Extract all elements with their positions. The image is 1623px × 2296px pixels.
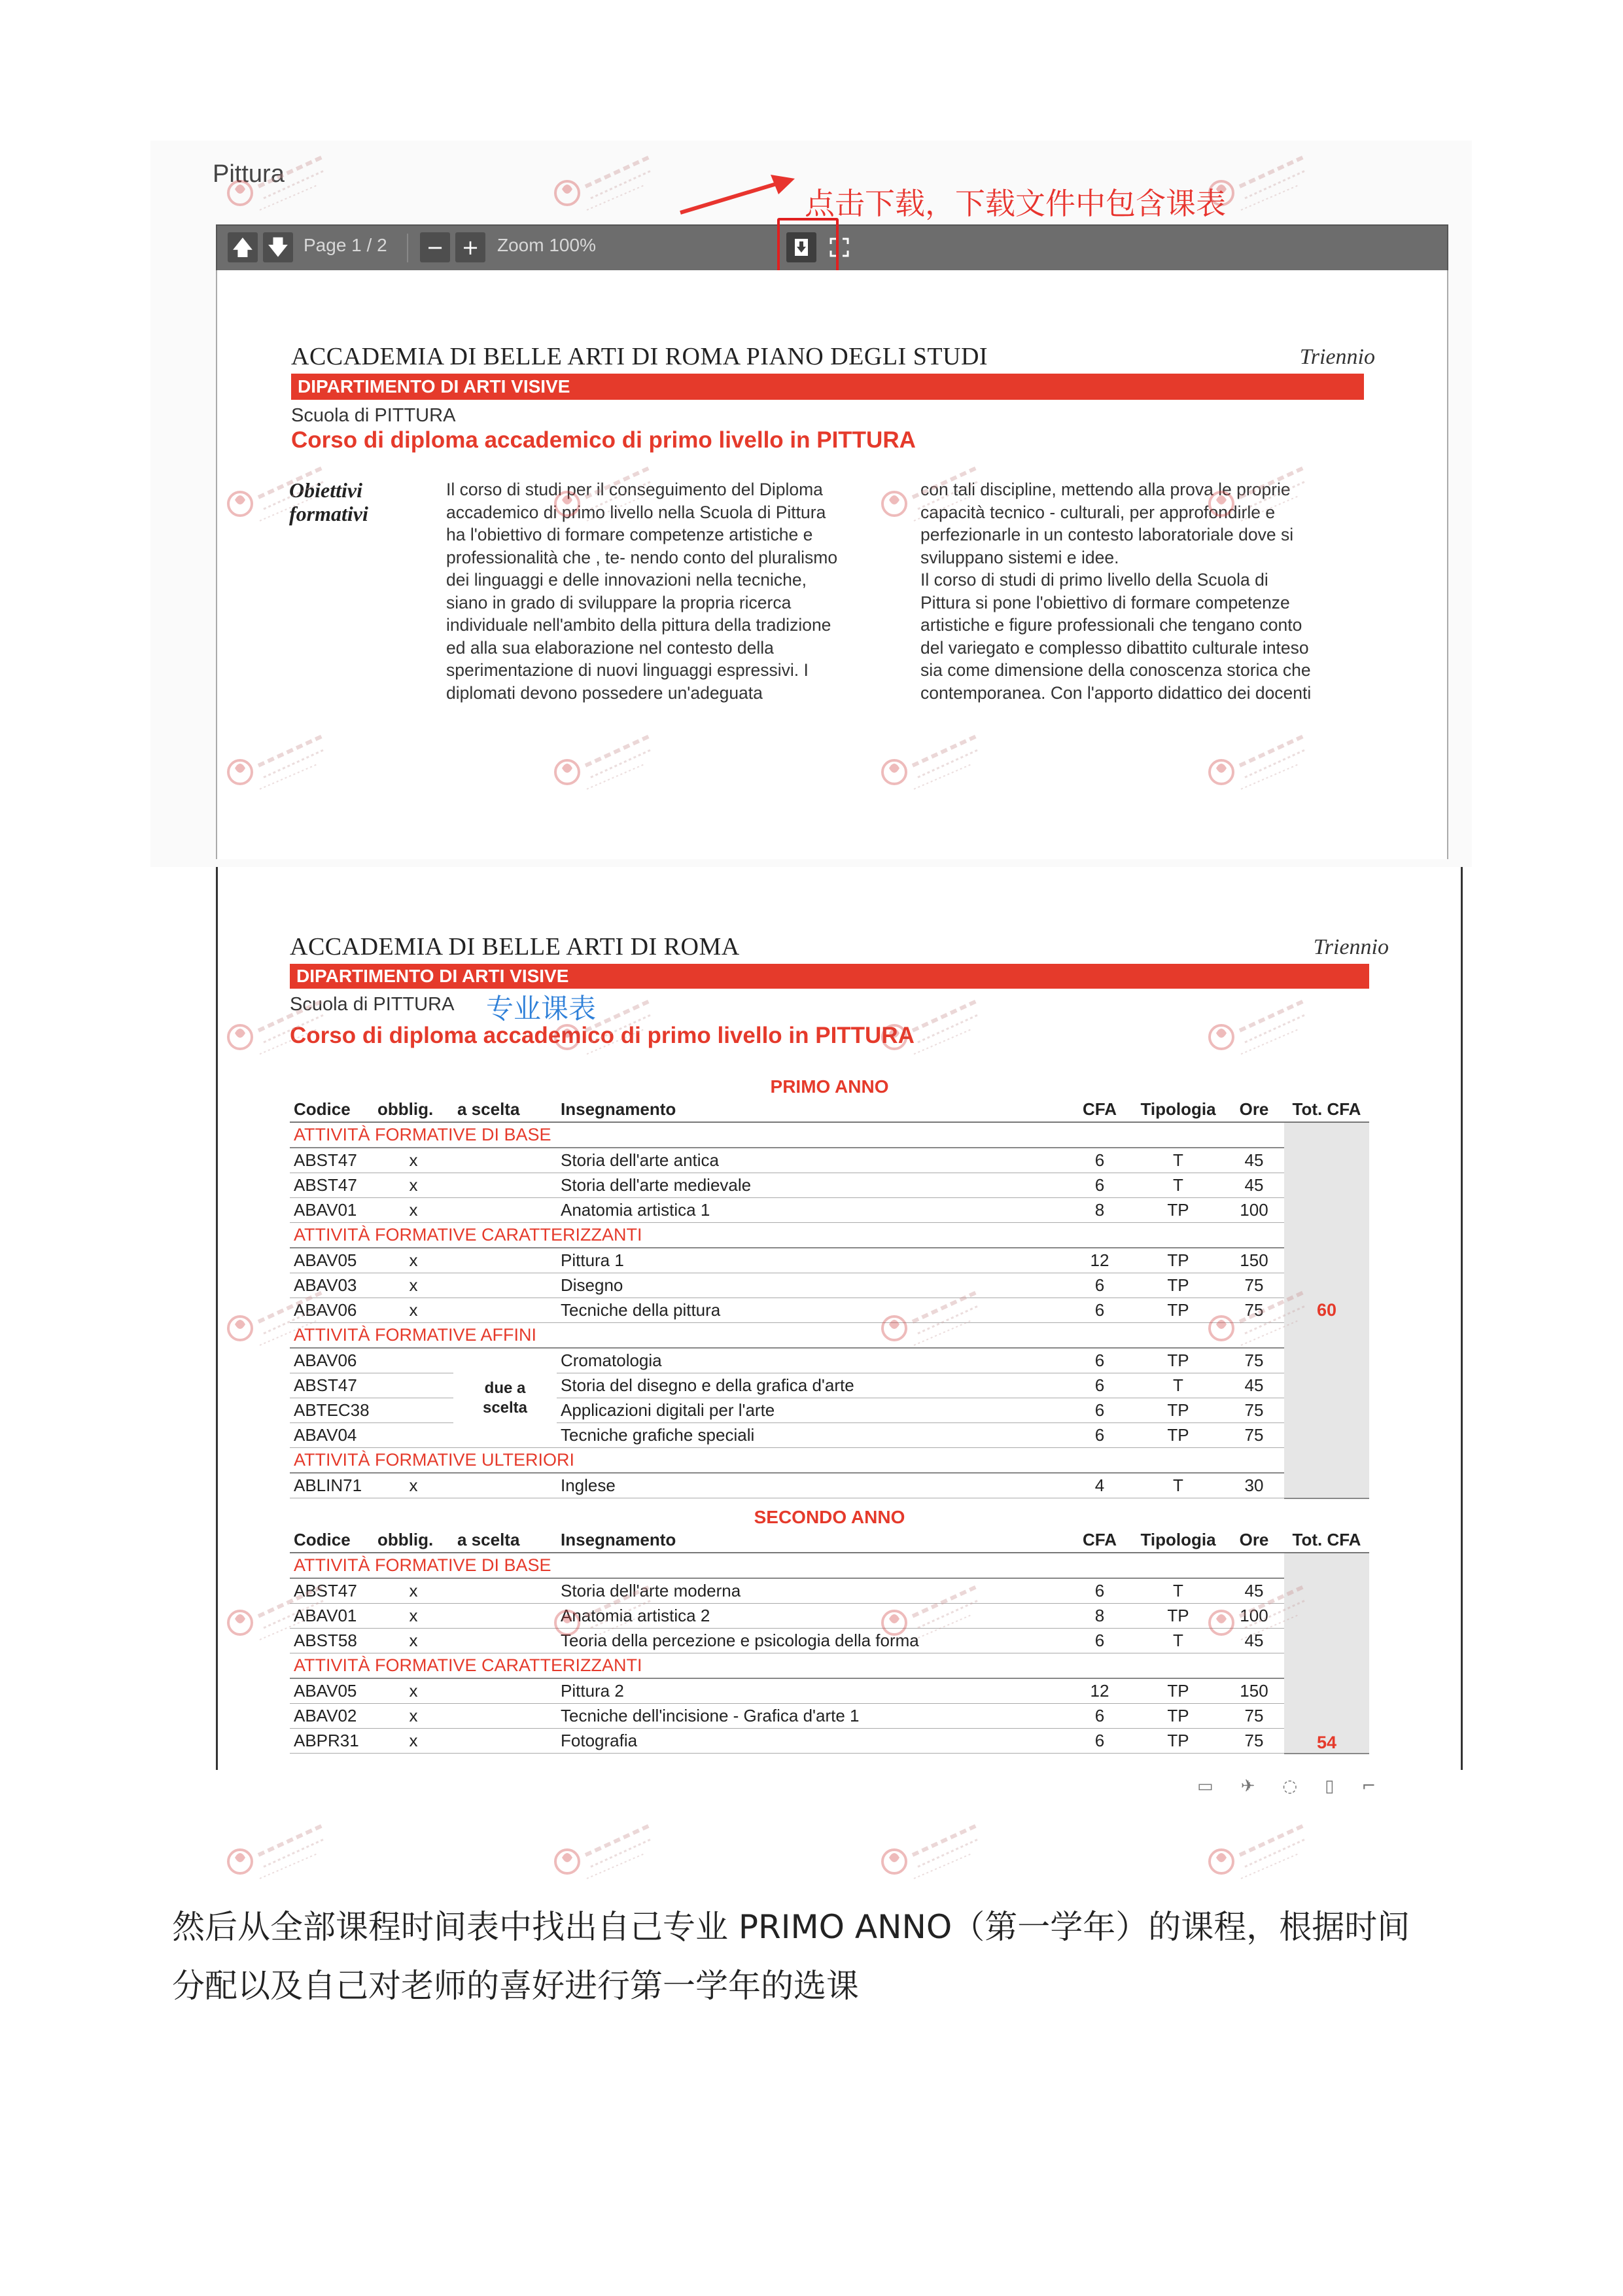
category-row <box>290 1448 1369 1474</box>
course-code: ABAV06 <box>290 1298 374 1323</box>
course-row <box>290 1704 1369 1729</box>
school-watermark-icon <box>1207 1816 1318 1888</box>
course-type: T <box>1132 1473 1224 1498</box>
course-name: Applicazioni digitali per l'arte <box>557 1398 1067 1423</box>
course-name: Cromatologia <box>557 1348 1067 1373</box>
category-row <box>290 1323 1369 1349</box>
category-label: ATTIVITÀ FORMATIVE ULTERIORI <box>290 1448 1284 1474</box>
category-label: ATTIVITÀ FORMATIVE CARATTERIZZANTI <box>290 1653 1284 1679</box>
choice-mark <box>453 1198 557 1223</box>
course-cfa: 6 <box>1067 1578 1132 1604</box>
caption-line: 然后从全部课程时间表中找出自己专业 PRIMO ANNO（第一学年）的课程，根据时间 <box>172 1908 1410 1946</box>
column-header-codice: Codice <box>290 1528 374 1553</box>
objectives-column-right: con tali discipline, mettendo alla prova le proprie capacità tecnico - culturali, per approfondirle e perfezionarle in un contesto laboratoriale dove si sviluppano sistemi e idee. Il corso di studi di primo livello della Scuola di Pittura si pone l'obiettivo di formare competenze artistiche e figure professionali che tengano conto del variegato e complesso dibattito culturale inteso sia come dimensione della conoscenza storica che contemporanea. Con l'apporto didattico dei docenti <box>920 480 1312 703</box>
plan-label: PIANO DEGLI STUDI <box>746 343 988 370</box>
obligatory-mark <box>374 1348 453 1373</box>
hide-icon[interactable]: ◌ <box>1282 1776 1325 1796</box>
category-label: ATTIVITÀ FORMATIVE AFFINI <box>290 1323 1284 1349</box>
course-row <box>290 1373 1369 1398</box>
course-name: Fotografia <box>557 1729 1067 1754</box>
obligatory-mark: x <box>374 1473 453 1498</box>
course-name: Storia dell'arte moderna <box>557 1578 1067 1604</box>
course-type: TP <box>1132 1198 1224 1223</box>
category-label: ATTIVITÀ FORMATIVE CARATTERIZZANTI <box>290 1223 1284 1248</box>
column-header-ore: Ore <box>1224 1097 1284 1122</box>
course-title: Corso di diploma accademico di primo livello in PITTURA <box>291 427 916 453</box>
course-cfa: 12 <box>1067 1248 1132 1273</box>
year-title: SECONDO ANNO <box>754 1507 905 1527</box>
school-watermark-icon <box>226 1816 337 1888</box>
category-row <box>290 1223 1369 1248</box>
course-type: T <box>1132 1173 1224 1198</box>
course-cfa: 6 <box>1067 1629 1132 1653</box>
column-header-cfa: CFA <box>1067 1097 1132 1122</box>
year-title: PRIMO ANNO <box>770 1076 889 1097</box>
course-table-year2 <box>290 1528 1369 1754</box>
obligatory-mark: x <box>374 1704 453 1729</box>
course-code: ABLIN71 <box>290 1473 374 1498</box>
course-code: ABST47 <box>290 1173 374 1198</box>
triennio-label: Triennio <box>1299 345 1375 369</box>
course-type: TP <box>1132 1248 1224 1273</box>
image-icon[interactable]: ▭ <box>1197 1776 1241 1796</box>
academy-name: ACCADEMIA DI BELLE ARTI DI ROMA <box>291 343 740 370</box>
course-code: ABAV01 <box>290 1604 374 1629</box>
course-name: Storia dell'arte antica <box>557 1148 1067 1173</box>
course-row <box>290 1629 1369 1653</box>
course-hours: 150 <box>1224 1678 1284 1704</box>
course-hours: 75 <box>1224 1704 1284 1729</box>
course-code: ABAV02 <box>290 1704 374 1729</box>
column-header-tot: Tot. CFA <box>1284 1097 1369 1122</box>
course-cfa: 6 <box>1067 1298 1132 1323</box>
course-cfa: 6 <box>1067 1373 1132 1398</box>
arrow-down-icon: 🡇 <box>267 235 289 260</box>
course-type: TP <box>1132 1398 1224 1423</box>
download-annotation: 点击下载，下载文件中包含课表 <box>805 186 1226 221</box>
course-code: ABST47 <box>290 1148 374 1173</box>
course-hours: 100 <box>1224 1198 1284 1223</box>
course-table-year1 <box>290 1097 1369 1499</box>
course-row <box>290 1604 1369 1629</box>
course-row <box>290 1198 1369 1223</box>
next-page-button[interactable] <box>263 232 293 262</box>
course-code: ABAV05 <box>290 1678 374 1704</box>
course-hours: 30 <box>1224 1473 1284 1498</box>
column-header-scelta: a scelta <box>453 1097 557 1122</box>
course-name: Inglese <box>557 1473 1067 1498</box>
course-cfa: 6 <box>1067 1348 1132 1373</box>
course-name: Pittura 2 <box>557 1678 1067 1704</box>
course-name: Pittura 1 <box>557 1248 1067 1273</box>
course-code: ABTEC38 <box>290 1398 374 1423</box>
column-header-tipologia: Tipologia <box>1132 1097 1224 1122</box>
category-row <box>290 1653 1369 1679</box>
column-header-tipologia: Tipologia <box>1132 1528 1224 1553</box>
obligatory-mark: x <box>374 1604 453 1629</box>
course-code: ABAV04 <box>290 1423 374 1448</box>
course-code: ABAV01 <box>290 1198 374 1223</box>
total-cfa-cell: 54 <box>1284 1553 1369 1754</box>
choice-mark <box>453 1173 557 1198</box>
obligatory-mark: x <box>374 1248 453 1273</box>
course-code: ABST47 <box>290 1578 374 1604</box>
course-hours: 45 <box>1224 1173 1284 1198</box>
course-cfa: 6 <box>1067 1173 1132 1198</box>
choice-note-line: scelta <box>482 1398 528 1417</box>
course-type: TP <box>1132 1729 1224 1754</box>
course-row <box>290 1348 1369 1373</box>
category-label: ATTIVITÀ FORMATIVE DI BASE <box>290 1553 1284 1578</box>
zoom-level: Zoom 100% <box>497 235 596 255</box>
objectives-column-left: Il corso di studi per il conseguimento del Diploma accademico di primo livello nella Scuola di Pittura ha l'obiettivo di formare competenze artistiche e professionalità che , te- nendo conto del pluralismo dei linguaggi e delle innovazioni nella tecniche, siano in grado di sviluppare la propria ricerca individuale nell'ambito della pittura della tradizione ed alla sua elaborazione nel contesto della sperimentazione di nuovi linguaggi espressivi. I diplomati devono possedere un'adeguata <box>446 480 838 703</box>
toolbar-divider <box>407 234 408 262</box>
course-hours: 75 <box>1224 1423 1284 1448</box>
course-row <box>290 1148 1369 1173</box>
course-cfa: 6 <box>1067 1398 1132 1423</box>
annotation-arrow-icon <box>674 167 805 219</box>
course-type: T <box>1132 1148 1224 1173</box>
obligatory-mark <box>374 1398 453 1423</box>
course-hours: 45 <box>1224 1148 1284 1173</box>
course-code: ABAV06 <box>290 1348 374 1373</box>
course-row <box>290 1678 1369 1704</box>
instruction-caption <box>172 1898 1480 2015</box>
plus-icon: + <box>461 235 480 260</box>
obligatory-mark: x <box>374 1273 453 1298</box>
course-row <box>290 1173 1369 1198</box>
download-highlight-box <box>777 218 839 278</box>
course-cfa: 4 <box>1067 1473 1132 1498</box>
pdf-viewer-screenshot <box>150 141 1472 867</box>
pdf-page <box>216 270 1448 859</box>
obligatory-mark <box>374 1423 453 1448</box>
column-header-tot: Tot. CFA <box>1284 1528 1369 1553</box>
choice-mark <box>453 1273 557 1298</box>
course-hours: 75 <box>1224 1273 1284 1298</box>
course-name: Tecniche dell'incisione - Grafica d'arte 1 <box>557 1704 1067 1729</box>
course-hours: 150 <box>1224 1248 1284 1273</box>
obligatory-mark: x <box>374 1173 453 1198</box>
zoom-out-button[interactable] <box>420 232 450 262</box>
column-header-obblig: obblig. <box>374 1097 453 1122</box>
choice-mark <box>453 1629 557 1653</box>
trash-icon[interactable]: ▯ <box>1325 1776 1362 1796</box>
document-title: ACCADEMIA DI BELLE ARTI DI ROMA <box>290 933 740 961</box>
obligatory-mark: x <box>374 1729 453 1754</box>
course-type: TP <box>1132 1678 1224 1704</box>
course-hours: 75 <box>1224 1398 1284 1423</box>
course-row <box>290 1298 1369 1323</box>
course-code: ABAV05 <box>290 1248 374 1273</box>
course-cfa: 12 <box>1067 1678 1132 1704</box>
choice-note-line: due a <box>484 1379 526 1397</box>
objectives-label-line: Obiettivi <box>289 478 362 502</box>
course-hours: 75 <box>1224 1729 1284 1754</box>
category-row <box>290 1122 1369 1148</box>
course-type: TP <box>1132 1704 1224 1729</box>
prev-page-button[interactable] <box>228 232 258 262</box>
course-hours: 75 <box>1224 1348 1284 1373</box>
course-cfa: 8 <box>1067 1604 1132 1629</box>
course-row <box>290 1729 1369 1754</box>
obligatory-mark: x <box>374 1198 453 1223</box>
choice-mark <box>453 1578 557 1604</box>
choice-mark <box>453 1604 557 1629</box>
school-watermark-icon <box>553 1816 664 1888</box>
course-cfa: 6 <box>1067 1148 1132 1173</box>
course-name: Disegno <box>557 1273 1067 1298</box>
course-title: Corso di diploma accademico di primo livello in PITTURA <box>290 1023 915 1048</box>
course-cfa: 6 <box>1067 1704 1132 1729</box>
document-title <box>291 342 988 371</box>
choice-mark <box>453 1729 557 1754</box>
course-cfa: 8 <box>1067 1198 1132 1223</box>
course-name: Storia del disegno e della grafica d'arte <box>557 1373 1067 1398</box>
column-header-insegnamento: Insegnamento <box>557 1097 1067 1122</box>
obligatory-mark: x <box>374 1678 453 1704</box>
course-cfa: 6 <box>1067 1729 1132 1754</box>
obligatory-mark <box>374 1373 453 1398</box>
column-header-codice: Codice <box>290 1097 374 1122</box>
course-hours: 45 <box>1224 1373 1284 1398</box>
course-type: T <box>1132 1629 1224 1653</box>
column-header-ore: Ore <box>1224 1528 1284 1553</box>
course-hours: 75 <box>1224 1298 1284 1323</box>
course-row <box>290 1398 1369 1423</box>
choice-mark <box>453 1473 557 1498</box>
course-hours: 45 <box>1224 1578 1284 1604</box>
section-title: Pittura <box>213 160 285 188</box>
timetable-annotation: 专业课表 <box>486 993 597 1025</box>
course-type: TP <box>1132 1298 1224 1323</box>
page-indicator: Page 1 / 2 <box>304 235 387 255</box>
course-code: ABST47 <box>290 1373 374 1398</box>
choice-mark <box>453 1678 557 1704</box>
course-code: ABAV03 <box>290 1273 374 1298</box>
choice-note <box>453 1348 557 1448</box>
crop-icon[interactable]: ⌐ <box>1361 1776 1404 1796</box>
school-name: Scuola di PITTURA <box>291 405 456 426</box>
department-bar: DIPARTIMENTO DI ARTI VISIVE <box>290 964 1369 989</box>
column-header-obblig: obblig. <box>374 1528 453 1553</box>
column-header-scelta: a scelta <box>453 1528 557 1553</box>
course-name: Storia dell'arte medievale <box>557 1173 1067 1198</box>
total-cfa-cell: 60 <box>1284 1122 1369 1498</box>
course-hours: 45 <box>1224 1629 1284 1653</box>
caption-line: 分配以及自己对老师的喜好进行第一学年的选课 <box>172 1967 859 2005</box>
choice-mark <box>453 1298 557 1323</box>
triennio-label: Triennio <box>1313 935 1389 959</box>
zoom-in-button[interactable] <box>455 232 485 262</box>
choice-mark <box>453 1248 557 1273</box>
course-row <box>290 1473 1369 1498</box>
course-type: TP <box>1132 1348 1224 1373</box>
course-type: T <box>1132 1578 1224 1604</box>
course-cfa: 6 <box>1067 1423 1132 1448</box>
course-row <box>290 1273 1369 1298</box>
course-name: Teoria della percezione e psicologia della forma <box>557 1629 1067 1653</box>
choice-mark <box>453 1148 557 1173</box>
viewer-statusbar <box>1197 1776 1403 1796</box>
table-header-row <box>290 1097 1369 1122</box>
arrow-up-icon: 🡅 <box>232 235 254 260</box>
course-type: TP <box>1132 1273 1224 1298</box>
course-row <box>290 1578 1369 1604</box>
course-name: Anatomia artistica 1 <box>557 1198 1067 1223</box>
minus-icon: − <box>426 235 444 260</box>
course-hours: 100 <box>1224 1604 1284 1629</box>
category-label: ATTIVITÀ FORMATIVE DI BASE <box>290 1122 1284 1148</box>
course-code: ABPR31 <box>290 1729 374 1754</box>
obligatory-mark: x <box>374 1298 453 1323</box>
course-type: TP <box>1132 1423 1224 1448</box>
course-code: ABST58 <box>290 1629 374 1653</box>
course-row <box>290 1423 1369 1448</box>
column-header-insegnamento: Insegnamento <box>557 1528 1067 1553</box>
obligatory-mark: x <box>374 1629 453 1653</box>
course-type: TP <box>1132 1604 1224 1629</box>
objectives-label <box>289 478 368 525</box>
course-name: Tecniche della pittura <box>557 1298 1067 1323</box>
department-bar: DIPARTIMENTO DI ARTI VISIVE <box>291 374 1364 400</box>
objectives-label-line: formativi <box>289 502 368 525</box>
column-header-cfa: CFA <box>1067 1528 1132 1553</box>
obligatory-mark: x <box>374 1578 453 1604</box>
pdf-page <box>216 867 1463 1770</box>
course-cfa: 6 <box>1067 1273 1132 1298</box>
category-row <box>290 1553 1369 1578</box>
table-header-row <box>290 1528 1369 1553</box>
choice-mark <box>453 1704 557 1729</box>
obligatory-mark: x <box>374 1148 453 1173</box>
course-name: Anatomia artistica 2 <box>557 1604 1067 1629</box>
school-watermark-icon <box>880 1816 991 1888</box>
course-name: Tecniche grafiche speciali <box>557 1423 1067 1448</box>
course-table-screenshot <box>157 867 1459 1796</box>
course-type: T <box>1132 1373 1224 1398</box>
course-row <box>290 1248 1369 1273</box>
pin-icon[interactable]: ✈ <box>1240 1776 1283 1796</box>
school-name: Scuola di PITTURA <box>290 994 455 1015</box>
